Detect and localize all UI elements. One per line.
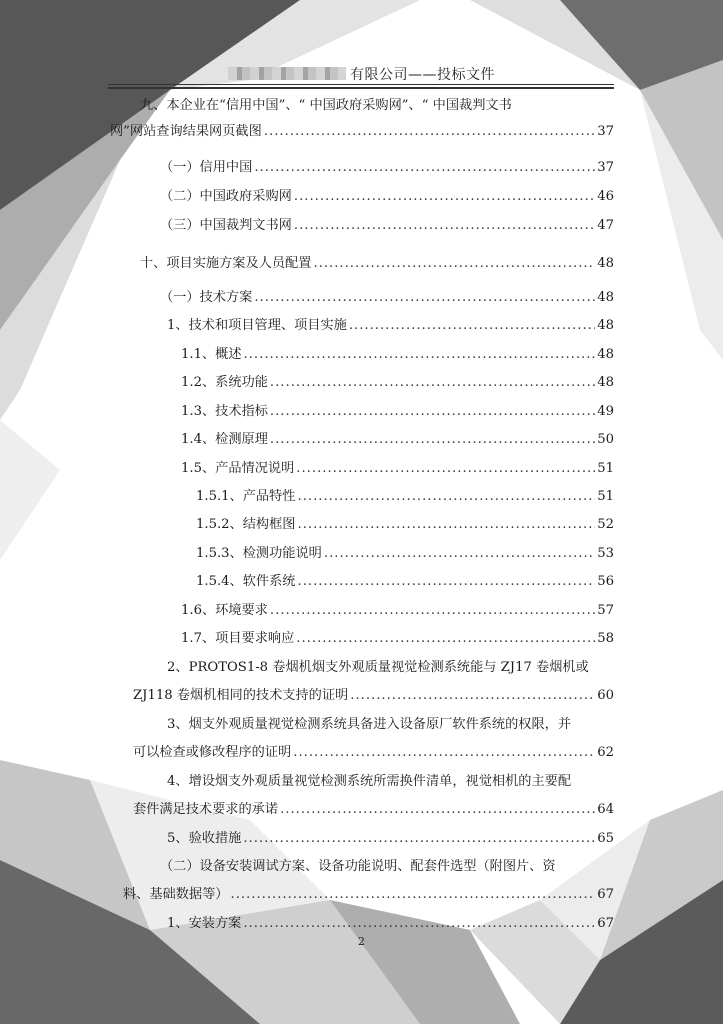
toc-page-number: 65 — [597, 831, 614, 846]
toc-page-number: 37 — [597, 124, 614, 139]
toc-item-2-line1: 2、PROTOS1-8 卷烟机烟支外观质量视觉检测系统能与 ZJ17 卷烟机或 — [167, 660, 589, 675]
toc-page-number: 48 — [597, 375, 614, 390]
toc-item-10-1[interactable] — [160, 287, 614, 309]
toc-item-title: 1.7、项目要求响应 — [181, 631, 295, 646]
leader-dots — [294, 215, 595, 237]
toc-item-title: （三）中国裁判文书网 — [160, 218, 292, 233]
leader-dots — [270, 600, 595, 622]
toc-item-1-2[interactable] — [181, 372, 614, 394]
toc-item-title: 1、技术和项目管理、项目实施 — [167, 318, 347, 333]
header-text: 有限公司——投标文件 — [350, 67, 495, 83]
leader-dots — [243, 828, 595, 850]
toc-item-9-line1: 九、本企业在“信用中国”、“ 中国政府采购网”、“ 中国裁判文书 — [140, 98, 512, 113]
toc-page-number: 67 — [597, 916, 614, 931]
toc-item-1-1[interactable] — [181, 344, 614, 366]
toc-item-3[interactable] — [133, 742, 614, 764]
toc-item-title: 1.2、系统功能 — [181, 375, 268, 390]
leader-dots — [293, 742, 595, 764]
toc-page-number: 51 — [597, 461, 614, 476]
toc-page-number: 46 — [597, 189, 614, 204]
toc-page-number: 50 — [597, 432, 614, 447]
leader-dots — [296, 628, 595, 650]
toc-page-number: 48 — [597, 347, 614, 362]
leader-dots — [280, 799, 595, 821]
toc-item-9-2[interactable] — [160, 186, 614, 208]
toc-item-install[interactable] — [167, 913, 614, 935]
toc-item-title: 1.5.3、检测功能说明 — [196, 546, 322, 561]
toc-item-1-5-3[interactable] — [196, 543, 614, 565]
toc-item-title: （一）信用中国 — [160, 160, 253, 175]
leader-dots — [231, 884, 596, 906]
toc-page-number: 67 — [597, 887, 614, 902]
toc-item-1-5-4[interactable] — [196, 571, 614, 593]
leader-dots — [243, 913, 595, 935]
leader-dots — [298, 514, 596, 536]
toc-page-number: 62 — [597, 745, 614, 760]
toc-item-title: 1.5、产品情况说明 — [181, 461, 295, 476]
toc-item-10[interactable] — [140, 253, 614, 275]
toc-page-number: 51 — [597, 489, 614, 504]
leader-dots — [264, 121, 595, 143]
toc-item-title: （一）技术方案 — [160, 290, 253, 305]
toc-item-1-6[interactable] — [181, 600, 614, 622]
toc-item-1-5-1[interactable] — [196, 486, 614, 508]
leader-dots — [298, 571, 596, 593]
toc-page-number: 53 — [597, 546, 614, 561]
toc-page-number: 56 — [597, 574, 614, 589]
toc-item-4-line1: 4、增设烟支外观质量视觉检测系统所需换件清单，视觉相机的主要配 — [167, 774, 572, 789]
toc-item-10-2[interactable] — [123, 884, 614, 906]
toc-item-3-line1: 3、烟支外观质量视觉检测系统具备进入设备原厂软件系统的权限，并 — [167, 717, 572, 732]
toc-item-title: 十、项目实施方案及人员配置 — [140, 256, 312, 271]
toc-item-4[interactable] — [133, 799, 614, 821]
leader-dots — [324, 543, 595, 565]
toc-item-title: 1.6、环境要求 — [181, 603, 268, 618]
toc-item-2[interactable] — [133, 685, 614, 707]
toc-page-number: 37 — [597, 160, 614, 175]
toc-item-5[interactable] — [167, 828, 614, 850]
toc-item-9[interactable] — [110, 121, 614, 143]
toc-item-1-3[interactable] — [181, 401, 614, 423]
toc-page-number: 57 — [597, 603, 614, 618]
toc-item-1-7[interactable] — [181, 628, 614, 650]
leader-dots — [244, 344, 596, 366]
toc-item-1-5-2[interactable] — [196, 514, 614, 536]
toc-item-9-3[interactable] — [160, 215, 614, 237]
leader-dots — [270, 429, 595, 451]
toc-item-title: ZJ118 卷烟机相同的技术支持的证明 — [133, 688, 349, 703]
toc-item-10-2-line1: （二）设备安装调试方案、设备功能说明、配套件选型（附图片、资 — [160, 859, 556, 874]
toc-page-number: 48 — [597, 290, 614, 305]
toc-item-title: （二）中国政府采购网 — [160, 189, 292, 204]
toc-item-title: 套件满足技术要求的承诺 — [133, 802, 279, 817]
toc-item-title: 1.5.1、产品特性 — [196, 489, 296, 504]
toc-page-number: 60 — [597, 688, 614, 703]
toc-item-title: 1.3、技术指标 — [181, 404, 268, 419]
toc-page-number: 58 — [597, 631, 614, 646]
toc-page-number: 47 — [597, 218, 614, 233]
toc-page-number: 48 — [597, 318, 614, 333]
toc-item-1-5[interactable] — [181, 458, 614, 480]
toc-item-title: 1、安装方案 — [167, 916, 242, 931]
toc-page-number: 64 — [597, 802, 614, 817]
toc-page-number: 48 — [597, 256, 614, 271]
toc-item-title: 5、验收措施 — [167, 831, 242, 846]
leader-dots — [350, 685, 595, 707]
leader-dots — [254, 157, 595, 179]
page-number: 2 — [358, 935, 365, 948]
toc-item-1[interactable] — [167, 315, 614, 337]
toc-item-title: 可以检查或修改程序的证明 — [133, 745, 292, 760]
toc-item-title: 1.5.4、软件系统 — [196, 574, 296, 589]
toc-item-title: 网”网站查询结果网页截图 — [110, 124, 262, 139]
leader-dots — [313, 253, 595, 275]
toc-item-9-1[interactable] — [160, 157, 614, 179]
toc-page-number: 52 — [597, 517, 614, 532]
toc-item-title: 料、基础数据等） — [123, 887, 229, 902]
toc-item-title: 1.5.2、结构框图 — [196, 517, 296, 532]
toc-item-title: 1.1、概述 — [181, 347, 242, 362]
leader-dots — [296, 458, 595, 480]
toc-page-number: 49 — [597, 404, 614, 419]
leader-dots — [298, 486, 596, 508]
leader-dots — [270, 372, 595, 394]
leader-dots — [294, 186, 595, 208]
leader-dots — [254, 287, 595, 309]
toc-item-title: 1.4、检测原理 — [181, 432, 268, 447]
leader-dots — [270, 401, 595, 423]
toc-item-1-4[interactable] — [181, 429, 614, 451]
leader-dots — [349, 315, 595, 337]
